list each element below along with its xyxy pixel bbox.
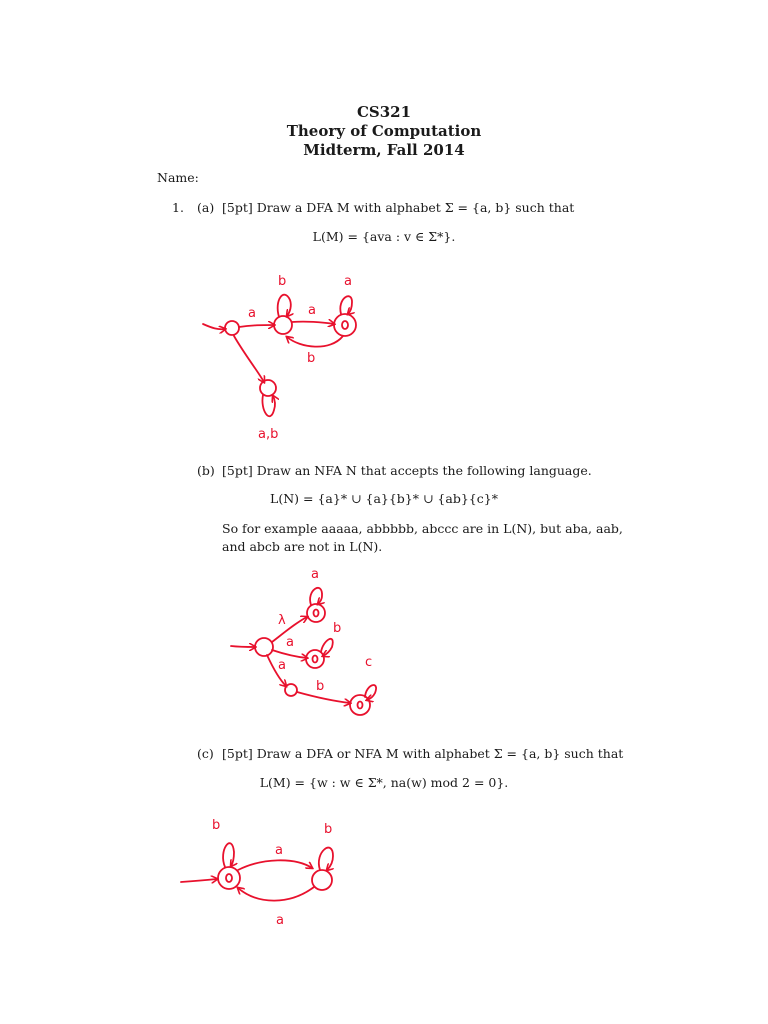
part-b-label: (b) bbox=[197, 463, 215, 478]
loop-a-trap bbox=[262, 395, 275, 416]
label-a-loop-a: a bbox=[344, 274, 352, 289]
exam-title: Midterm, Fall 2014 bbox=[303, 141, 465, 159]
question-number: 1. bbox=[172, 200, 184, 215]
nfa-b-diagram bbox=[231, 567, 376, 715]
part-b-example-line2: and abcb are not in L(N). bbox=[222, 539, 383, 554]
dfa-a-diagram bbox=[203, 274, 356, 442]
label-a-loop-b: b bbox=[278, 274, 287, 289]
loop-a3 bbox=[340, 296, 352, 314]
state-a-trap bbox=[260, 380, 276, 396]
state-a1 bbox=[225, 321, 239, 335]
label-a-back: b bbox=[307, 351, 316, 366]
exam-course: CS321 bbox=[356, 103, 412, 121]
label-b-loop-b: b bbox=[333, 621, 342, 636]
state-b3 bbox=[285, 684, 297, 696]
label-a-edge1: a bbox=[248, 306, 256, 321]
loop-b1 bbox=[310, 588, 322, 605]
state-b4 bbox=[350, 695, 370, 715]
label-b-loop-c: c bbox=[365, 655, 373, 670]
transition-c-top bbox=[238, 860, 312, 870]
state-a3-inner bbox=[342, 321, 348, 329]
label-b-edge-lambda: λ bbox=[278, 613, 286, 628]
transition-a-back bbox=[287, 336, 343, 347]
label-a-edge2: a bbox=[308, 303, 316, 318]
label-c-edge-top: a bbox=[275, 843, 283, 858]
part-a-prompt: [5pt] Draw a DFA M with alphabet Σ = {a, b} such that bbox=[222, 200, 575, 215]
label-c-edge-bottom: a bbox=[276, 913, 284, 928]
loop-c2 bbox=[319, 848, 333, 870]
loop-c1 bbox=[223, 843, 234, 867]
transition-a2 bbox=[292, 322, 334, 324]
part-a-formula: L(M) = {ava : v ∈ Σ*}. bbox=[312, 229, 456, 244]
transition-a1 bbox=[239, 325, 274, 327]
part-a-label: (a) bbox=[197, 200, 215, 215]
state-b2-inner bbox=[313, 656, 318, 663]
state-a3-accept bbox=[334, 314, 356, 336]
transition-b2 bbox=[272, 650, 307, 658]
label-b-loop-a: a bbox=[311, 567, 319, 582]
state-b-start bbox=[255, 638, 273, 656]
loop-a2 bbox=[278, 295, 291, 317]
label-b-edge-b: b bbox=[316, 679, 325, 694]
label-c-loop-b1: b bbox=[212, 818, 221, 833]
part-c-formula: L(M) = {w : w ∈ Σ*, na(w) mod 2 = 0}. bbox=[259, 775, 509, 790]
state-c1-inner bbox=[226, 874, 232, 882]
start-arrow-c bbox=[181, 879, 217, 882]
dfa-c-diagram bbox=[181, 818, 333, 928]
state-c1-accept bbox=[218, 867, 240, 889]
exam-subject: Theory of Computation bbox=[286, 122, 482, 140]
state-c2 bbox=[312, 870, 332, 890]
start-arrow bbox=[203, 324, 225, 329]
label-c-loop-b2: b bbox=[324, 822, 333, 837]
part-c-prompt: [5pt] Draw a DFA or NFA M with alphabet Σ = {a, b} such that bbox=[222, 746, 624, 761]
state-b4-inner bbox=[358, 702, 363, 709]
label-a-trap: a,b bbox=[258, 427, 279, 442]
label-b-edge-a2: a bbox=[278, 658, 286, 673]
part-b-formula: L(N) = {a}* ∪ {a}{b}* ∪ {ab}{c}* bbox=[270, 491, 498, 506]
state-b1 bbox=[307, 604, 325, 622]
name-label: Name: bbox=[157, 170, 199, 185]
label-b-edge-a1: a bbox=[286, 635, 294, 650]
part-b-example-line1: So for example aaaaa, abbbbb, abccc are in L(N), but aba, aab, bbox=[222, 521, 623, 536]
transition-c-bottom bbox=[238, 887, 314, 901]
state-b1-inner bbox=[314, 610, 319, 617]
start-arrow-b bbox=[231, 646, 255, 647]
state-a2 bbox=[274, 316, 292, 334]
transition-a-trap bbox=[234, 336, 264, 382]
part-b-prompt: [5pt] Draw an NFA N that accepts the following language. bbox=[222, 463, 592, 478]
part-c-label: (c) bbox=[197, 746, 214, 761]
